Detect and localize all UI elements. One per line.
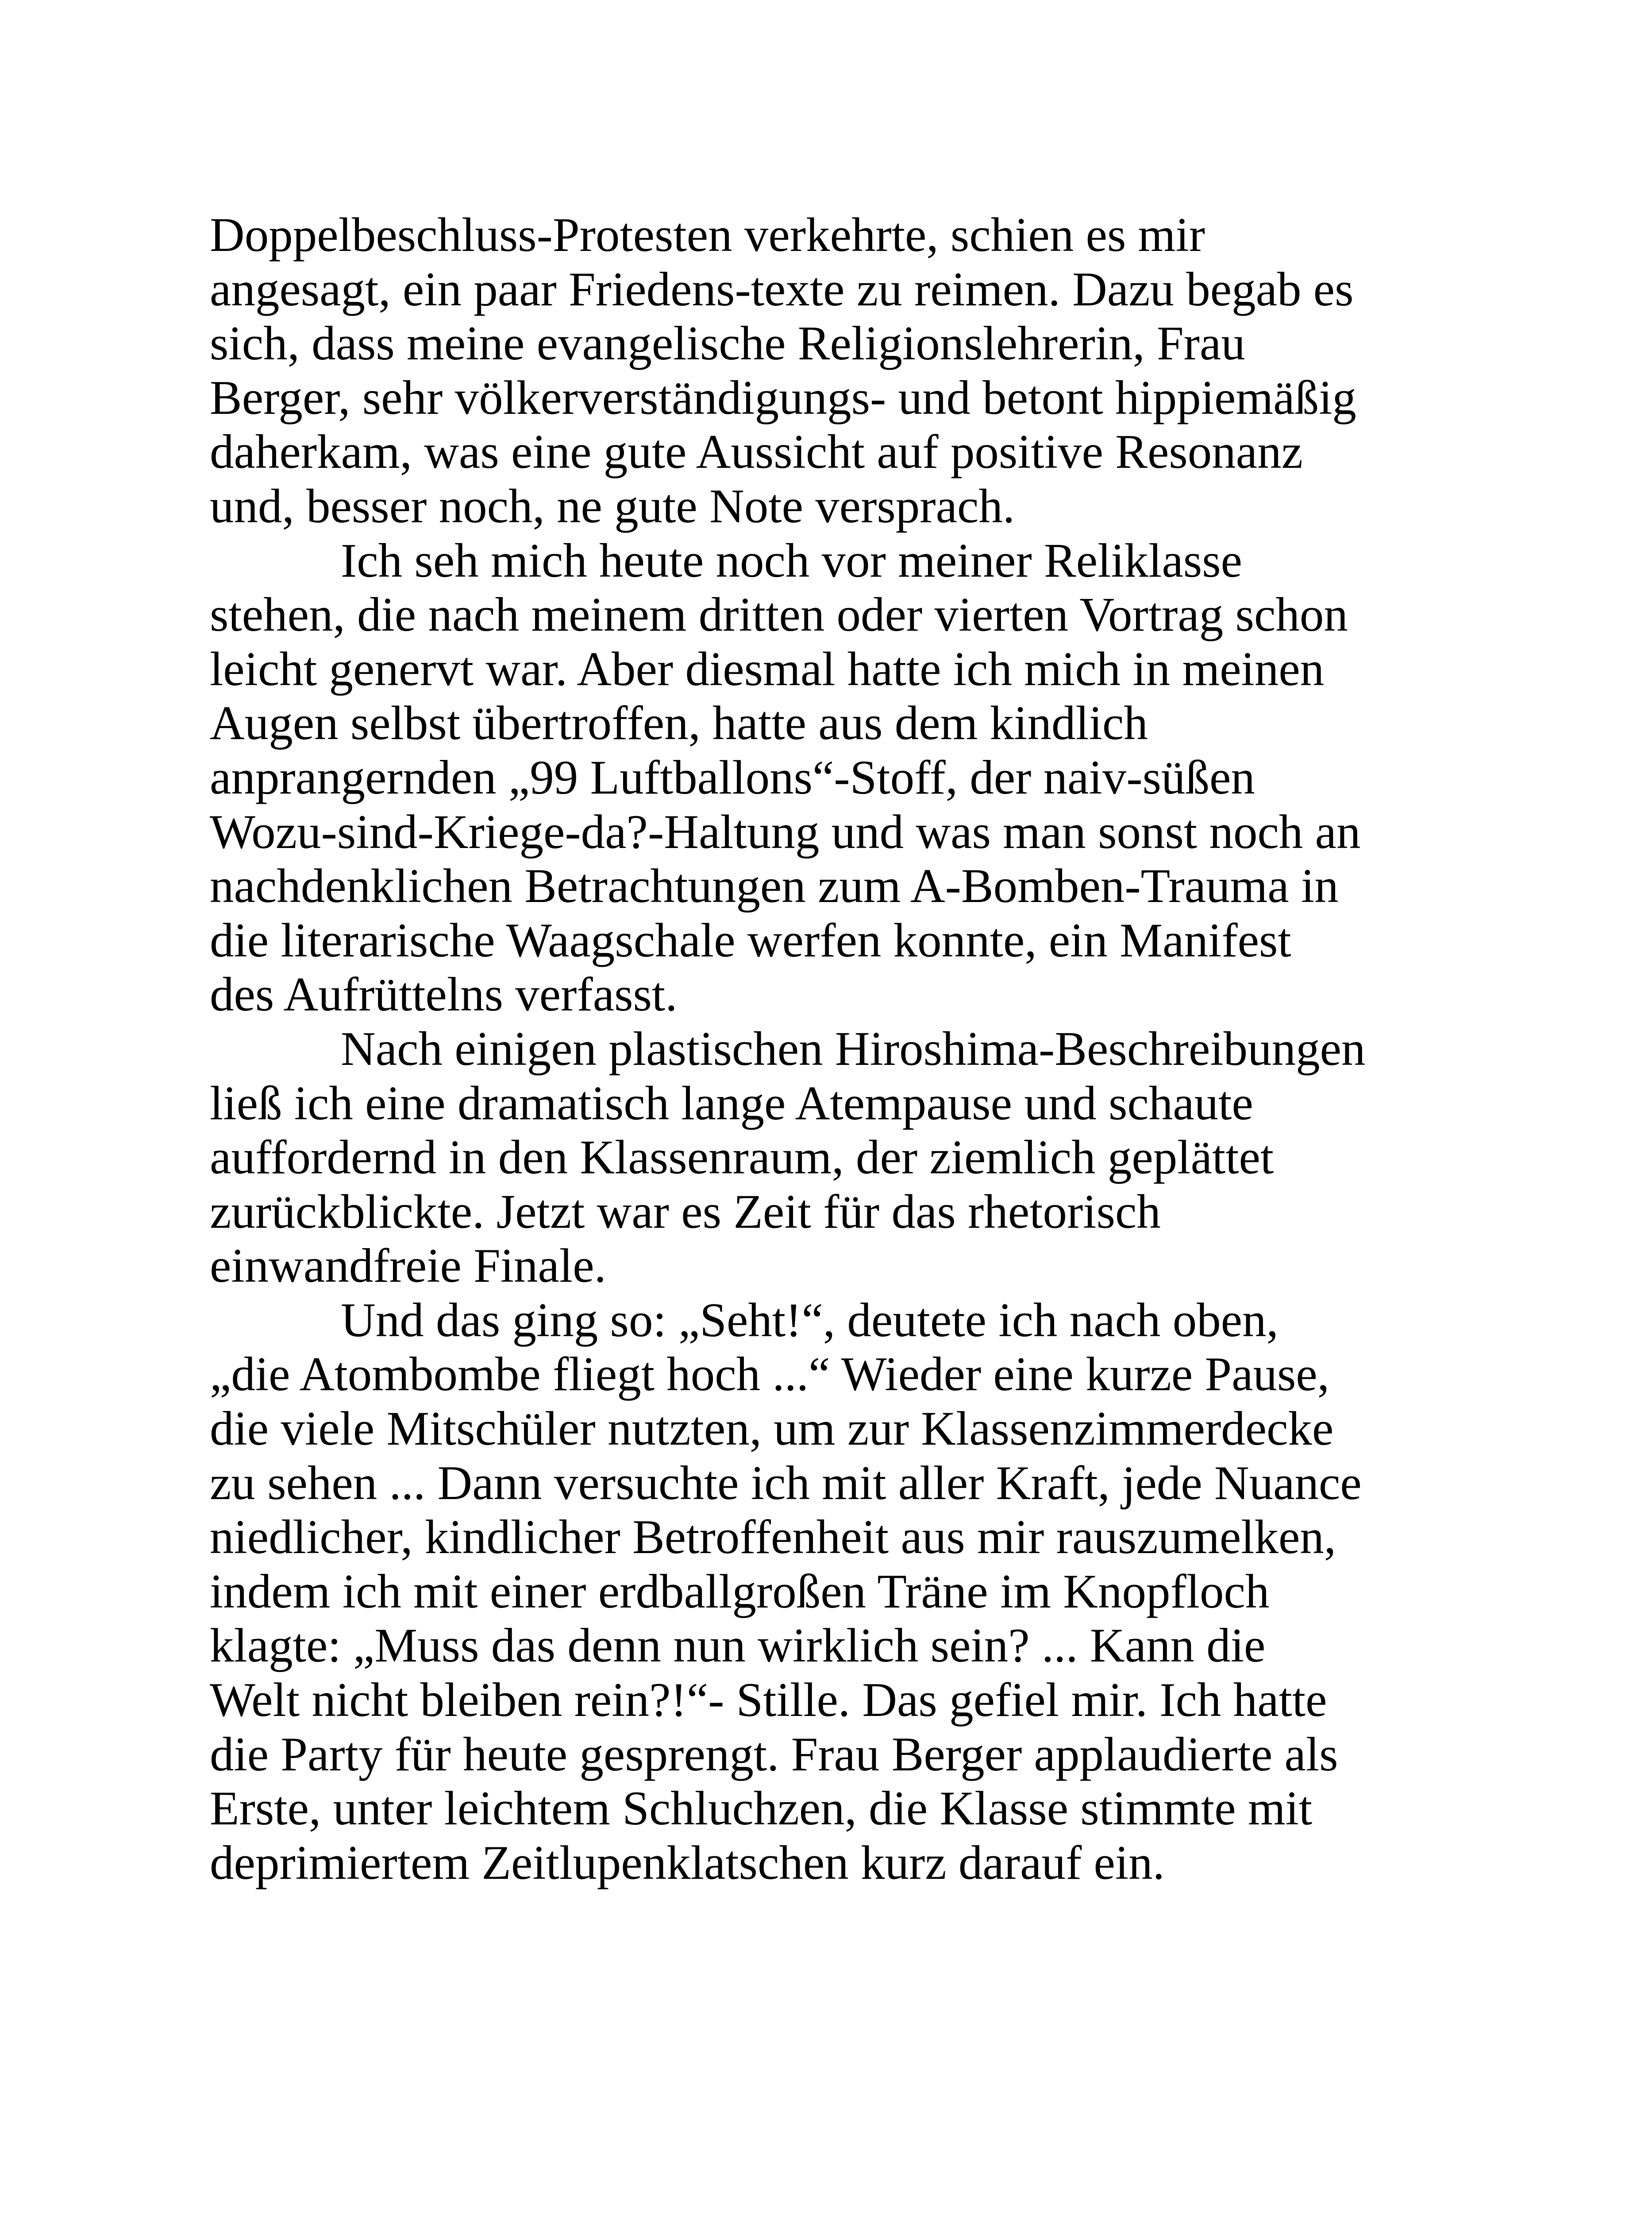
text-line: Augen selbst übertroffen, hatte aus dem kindlich [210,696,1148,750]
text-line: auffordernd in den Klassenraum, der ziemlich geplättet [210,1130,1274,1184]
text-line: anprangernden „99 Luftballons“-Stoff, der naiv-süßen [210,750,1255,804]
text-line: einwandfreie Finale. [210,1239,606,1293]
text-line: die viele Mitschüler nutzten, um zur Klassenzimmerdecke [210,1402,1334,1456]
text-line-indented: Ich seh mich heute noch vor meiner Reliklasse [341,533,1243,587]
text-line: ließ ich eine dramatisch lange Atempause und schaute [210,1076,1253,1130]
text-line: deprimiertem Zeitlupenklatschen kurz darauf ein. [210,1835,1165,1889]
text-line: indem ich mit einer erdballgroßen Träne im Knopfloch [210,1564,1270,1618]
text-line: zu sehen ... Dann versuchte ich mit aller Kraft, jede Nuance [210,1456,1362,1510]
paragraph-1 [210,208,1484,534]
text-line: leicht genervt war. Aber diesmal hatte ich mich in meinen [210,642,1325,696]
body-text [210,208,1484,1890]
text-line: und, besser noch, ne gute Note versprach. [210,479,1015,533]
text-line: sich, dass meine evangelische Religionslehrerin, Frau [210,316,1245,370]
text-line: Doppelbeschluss-Protesten verkehrte, schien es mir [210,208,1205,262]
text-line-indented: Und das ging so: „Seht!“, deutete ich nach oben, [341,1293,1278,1347]
text-line: daherkam, was eine gute Aussicht auf positive Resonanz [210,425,1303,479]
text-line: Erste, unter leichtem Schluchzen, die Klasse stimmte mit [210,1781,1313,1835]
paragraph-3 [210,1022,1484,1293]
text-line: die Party für heute gesprengt. Frau Berger applaudierte als [210,1727,1338,1781]
text-line: „die Atombombe fliegt hoch ...“ Wieder eine kurze Pause, [210,1347,1330,1401]
text-line: nachdenklichen Betrachtungen zum A-Bomben-Trauma in [210,859,1339,913]
text-line: stehen, die nach meinem dritten oder vierten Vortrag schon [210,588,1348,642]
text-line: zurückblickte. Jetzt war es Zeit für das rhetorisch [210,1184,1161,1238]
text-line-indented: Nach einigen plastischen Hiroshima-Beschreibungen [341,1022,1366,1076]
text-line: Wozu-sind-Kriege-da?-Haltung und was man sonst noch an [210,805,1361,859]
text-line: des Aufrüttelns verfasst. [210,968,678,1022]
text-line: Berger, sehr völkerverständigungs- und betont hippiemäßig [210,370,1356,424]
paragraph-2 [210,534,1484,1022]
paragraph-4 [210,1293,1484,1890]
text-line: klagte: „Muss das denn nun wirklich sein? ... Kann die [210,1619,1266,1673]
text-line: Welt nicht bleiben rein?!“- Stille. Das gefiel mir. Ich hatte [210,1673,1327,1727]
text-line: die literarische Waagschale werfen konnte, ein Manifest [210,913,1291,967]
text-line: niedlicher, kindlicher Betroffenheit aus mir rauszumelken, [210,1510,1336,1564]
text-line: angesagt, ein paar Friedens-texte zu reimen. Dazu begab es [210,262,1354,316]
